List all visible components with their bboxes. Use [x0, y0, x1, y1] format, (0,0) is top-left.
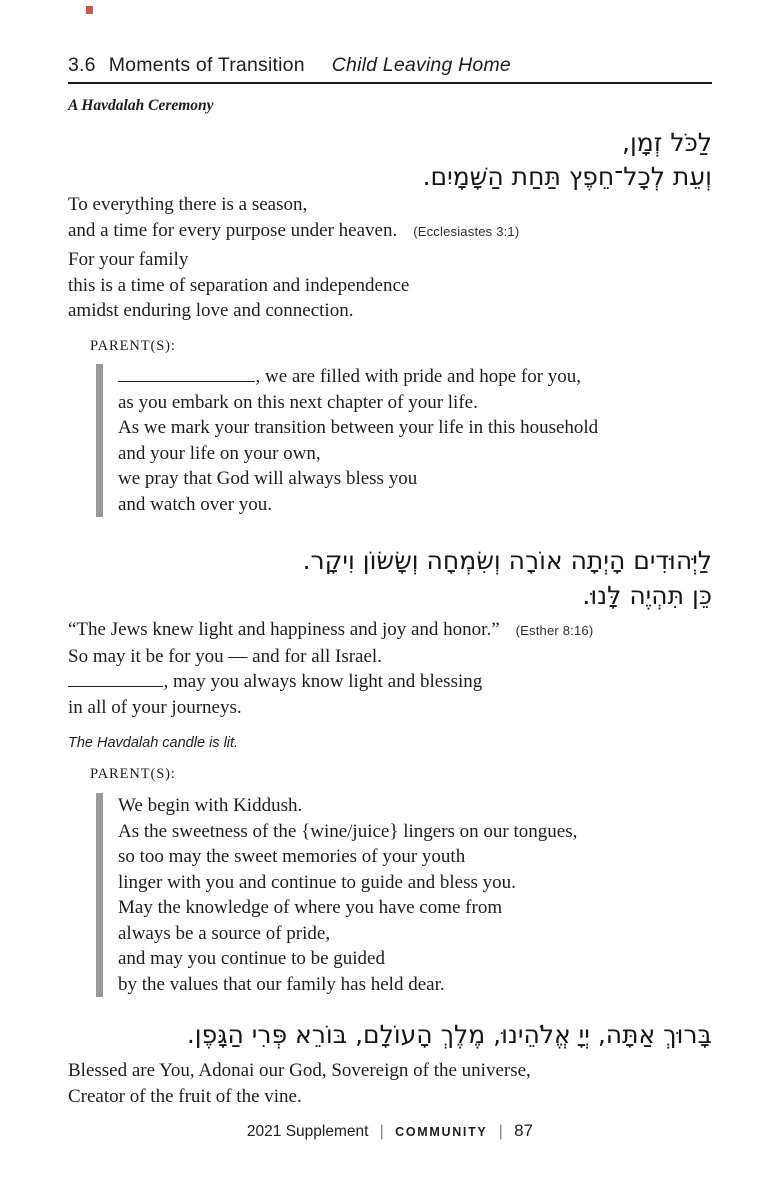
text-line: , we are filled with pride and hope for you, [118, 364, 712, 390]
text-line: and your life on your own, [118, 442, 321, 464]
hebrew-wine-blessing: בָּרוּךְ אַתָּה, יְיָ אֱלֹהֵינוּ, מֶלֶךְ הָעוֹלָם, בּוֹרֵא פְּרִי הַגָּפֶן. [186, 1020, 712, 1049]
footer-supplement: 2021 Supplement [246, 1123, 369, 1140]
verse-text: and a time for every purpose under heaven. [68, 219, 398, 241]
text-line: always be a source of pride, [118, 922, 331, 944]
text-line: לַכֹּל זְמָן, [622, 128, 712, 157]
text-line [68, 617, 712, 644]
text-line: so too may the sweet memories of your youth [118, 846, 466, 867]
wine-blessing-translation [68, 1058, 712, 1109]
ceremony-title: A Havdalah Ceremony [68, 97, 214, 114]
reading-quote-bar [96, 364, 712, 517]
parent-reading-1 [68, 364, 712, 517]
section-subtitle: Child Leaving Home [331, 54, 511, 76]
stage-direction: The Havdalah candle is lit. [68, 735, 239, 751]
citation-ecclesiastes: (Ecclesiastes 3:1) [413, 223, 520, 239]
verse-text: “The Jews knew light and happiness and joy and honor.” [68, 619, 500, 640]
hebrew-verse-ecclesiastes [68, 126, 712, 194]
text-line: this is a time of separation and independence [68, 274, 410, 296]
text-line [68, 218, 712, 245]
section-number: 3.6 [68, 54, 96, 76]
text-line: So may it be for you — and for all Israel. [68, 645, 382, 667]
text-line: For your family [68, 249, 189, 270]
hebrew-verse-esther [68, 543, 712, 613]
text-line [68, 192, 712, 218]
parent-speaker-label-1: PARENT(S): [90, 338, 176, 354]
fill-in-blank [68, 672, 163, 687]
text-line: As we mark your transition between your life in this household [118, 417, 599, 438]
parent-reading-2 [68, 793, 712, 997]
text-line: We begin with Kiddush. [118, 795, 303, 816]
translation-esther [68, 617, 712, 720]
text-line: in all of your journeys. [68, 696, 242, 718]
text-line: we pray that God will always bless you [118, 468, 418, 489]
text-line: Blessed are You, Adonai our God, Sovereign of the universe, [68, 1060, 531, 1081]
section-header [68, 54, 712, 84]
section-title: Moments of Transition [108, 54, 305, 76]
footer-separator: | [498, 1123, 503, 1140]
text-line: לַיְּהוּדִים הָיְתָה אוֹרָה וְשִׂמְחָה וְשָׂשׂוֹן וִיקָר. [302, 546, 712, 575]
text-line: linger with you and continue to guide and bless you. [118, 871, 516, 893]
text-line: וְעֵת לְכָל־חֵפֶץ תַּחַת הַשָּׁמָיִם. [422, 162, 712, 191]
family-intro-paragraph [68, 247, 712, 324]
fill-in-blank [118, 367, 255, 382]
text-line: and may you continue to be guided [118, 948, 385, 969]
reading-quote-bar [96, 793, 712, 997]
page-footer [68, 1121, 712, 1141]
esther-blessing-lines [68, 644, 712, 721]
text-line: as you embark on this next chapter of your life. [118, 391, 478, 413]
parent-speaker-label-2: PARENT(S): [90, 766, 176, 782]
text-line: , may you always know light and blessing [68, 669, 712, 695]
text-line: May the knowledge of where you have come from [118, 897, 503, 918]
text-line: As the sweetness of the {wine/juice} lingers on our tongues, [118, 820, 578, 842]
footer-separator: | [379, 1123, 384, 1140]
text-line: כֵּן תִּהְיֶה לָּנוּ. [582, 581, 712, 610]
text-line: amidst enduring love and connection. [68, 300, 354, 321]
citation-esther: (Esther 8:16) [515, 623, 594, 638]
red-marker [86, 6, 93, 14]
verse-text: To everything there is a season, [68, 194, 308, 215]
translation-ecclesiastes [68, 192, 712, 244]
text-line: Creator of the fruit of the vine. [68, 1085, 302, 1107]
page-number: 87 [514, 1121, 534, 1140]
text-line: by the values that our family has held dear. [118, 973, 445, 995]
footer-community: COMMUNITY [395, 1125, 488, 1139]
text-line: and watch over you. [118, 493, 273, 515]
